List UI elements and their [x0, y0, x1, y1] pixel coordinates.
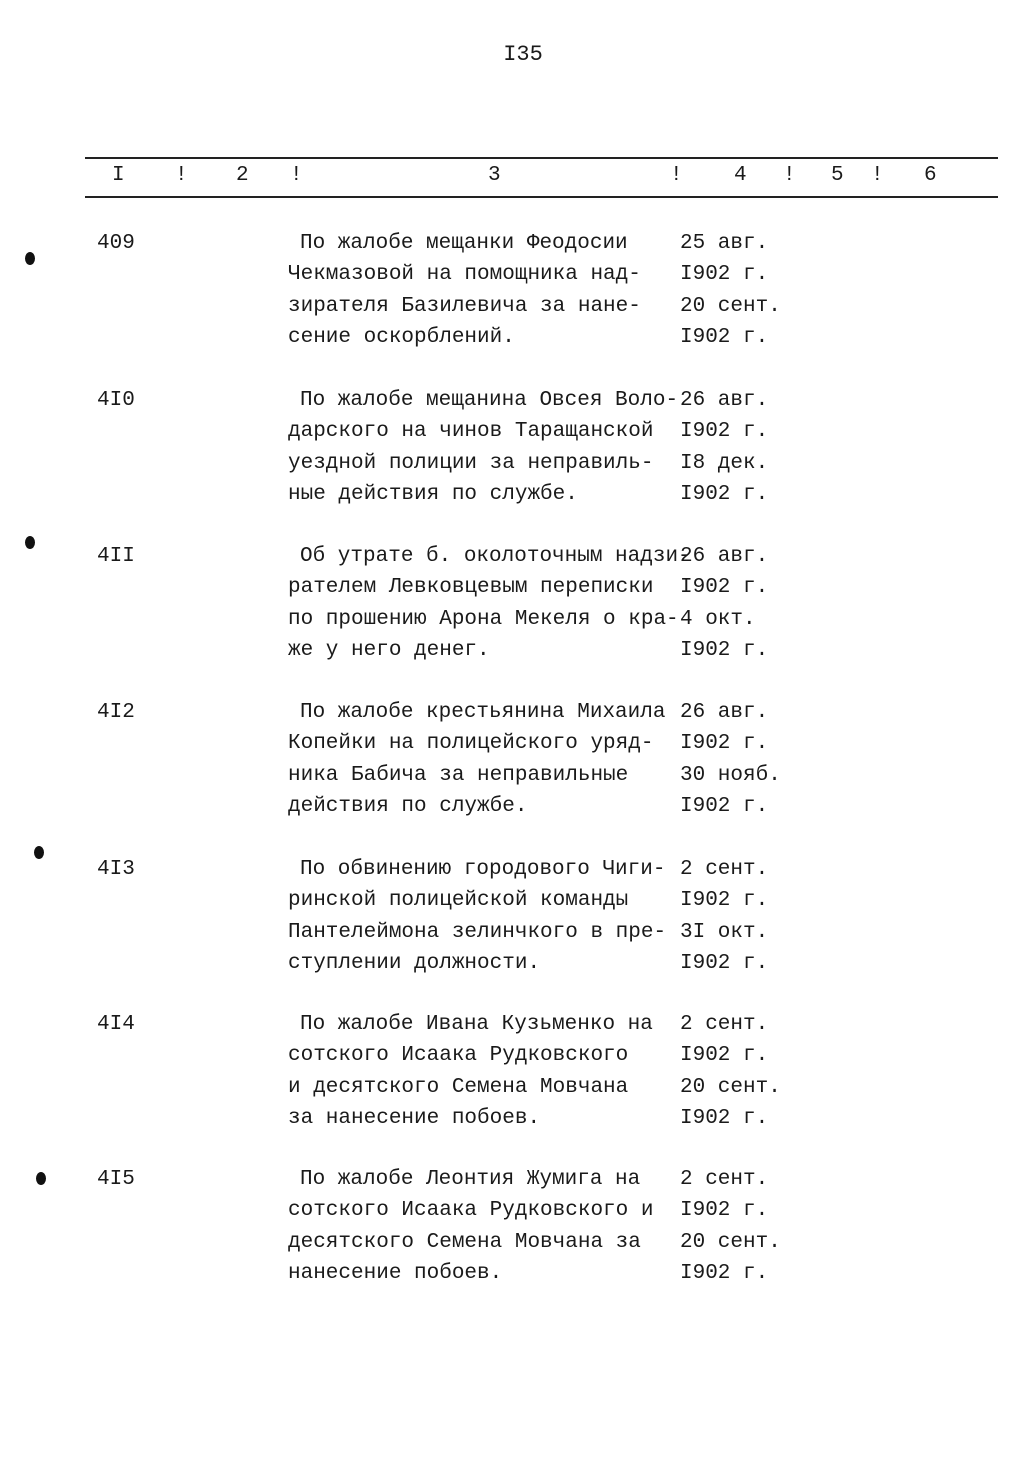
- entry-date: I902 г.: [680, 420, 769, 444]
- column-4-header: 4: [734, 164, 747, 187]
- entry-description-line: По обвинению городового Чиги-: [300, 858, 666, 881]
- column-separator: !: [871, 164, 884, 187]
- list-item: [0, 1168, 1024, 1298]
- entry-date: 26 авг.: [680, 701, 769, 724]
- entry-date: I902 г.: [680, 732, 769, 756]
- entry-date: I902 г.: [680, 1044, 769, 1068]
- entry-description-line: сение оскорблений.: [288, 325, 515, 349]
- entry-date: I902 г.: [680, 576, 769, 600]
- entry-description-line: и десятского Семена Мовчана: [288, 1075, 629, 1099]
- entry-date: 2 сент.: [680, 1168, 769, 1191]
- table-header-rule: [85, 196, 998, 198]
- entry-description-line: Копейки на полицейского уряд-: [288, 732, 654, 756]
- entry-description-line: По жалобе крестьянина Михаила: [300, 701, 666, 724]
- punch-hole-mark: [34, 846, 44, 859]
- list-item: [0, 545, 1024, 675]
- entry-description-line: ника Бабича за неправильные: [288, 763, 629, 787]
- list-item: [0, 389, 1024, 519]
- entry-date: I902 г.: [680, 951, 769, 975]
- entry-number: 409: [97, 232, 135, 255]
- column-6-header: 6: [924, 164, 937, 187]
- entry-description-line: зирателя Базилевича за нане-: [288, 294, 641, 318]
- entry-date: I902 г.: [680, 325, 769, 349]
- entry-date: I902 г.: [680, 263, 769, 287]
- punch-hole-mark: [36, 1172, 46, 1185]
- entry-number: 4I5: [97, 1168, 135, 1191]
- column-1-header: I: [112, 164, 125, 187]
- entry-date: 2 сент.: [680, 858, 769, 881]
- entry-description-line: Чекмазовой на помощника над-: [288, 263, 641, 287]
- page-number: I35: [503, 42, 543, 67]
- entry-description-line: По жалобе мещанки Феодосии: [300, 232, 628, 255]
- entry-date: 30 нояб.: [680, 763, 781, 787]
- entry-description-line: По жалобе Леонтия Жумига на: [300, 1168, 641, 1191]
- entry-description-line: дарского на чинов Таращанской: [288, 420, 654, 444]
- entry-date: I902 г.: [680, 482, 769, 506]
- entry-description-line: по прошению Арона Мекеля о кра-: [288, 607, 679, 631]
- entry-date: 26 авг.: [680, 389, 769, 412]
- entry-description-line: действия по службе.: [288, 794, 528, 818]
- entry-description-line: Пантелеймона зелинчкого в пре-: [288, 920, 667, 944]
- list-item: [0, 1013, 1024, 1143]
- entry-date: I902 г.: [680, 638, 769, 662]
- entry-description-line: Об утрате б. околоточным надзи-: [300, 545, 691, 568]
- entry-description-line: сотского Исаака Рудковского и: [288, 1199, 654, 1223]
- entry-description-line: ступлении должности.: [288, 951, 541, 975]
- entry-date: 3I окт.: [680, 920, 769, 944]
- list-item: [0, 232, 1024, 362]
- entry-description-line: сотского Исаака Рудковского: [288, 1044, 629, 1068]
- entry-date: 25 авг.: [680, 232, 769, 255]
- entry-description-line: уездной полиции за неправиль-: [288, 451, 654, 475]
- column-3-header: 3: [488, 164, 501, 187]
- punch-hole-mark: [25, 252, 35, 265]
- entry-date: I8 дек.: [680, 451, 769, 475]
- entry-description-line: же у него денег.: [288, 638, 490, 662]
- column-2-header: 2: [236, 164, 249, 187]
- column-5-header: 5: [831, 164, 844, 187]
- entry-date: 2 сент.: [680, 1013, 769, 1036]
- column-separator: !: [783, 164, 796, 187]
- entry-number: 4I3: [97, 858, 135, 881]
- entry-date: 26 авг.: [680, 545, 769, 568]
- entry-description-line: ринской полицейской команды: [288, 889, 629, 913]
- entry-number: 4I4: [97, 1013, 135, 1036]
- entry-description-line: десятского Семена Мовчана за: [288, 1230, 641, 1254]
- entry-description-line: за нанесение побоев.: [288, 1106, 541, 1130]
- column-separator: !: [290, 164, 303, 187]
- entry-description-line: рателем Левковцевым переписки: [288, 576, 654, 600]
- entry-date: I902 г.: [680, 1261, 769, 1285]
- table-top-rule: [85, 157, 998, 159]
- column-separator: !: [670, 164, 683, 187]
- entry-number: 4I2: [97, 701, 135, 724]
- entry-date: I902 г.: [680, 1106, 769, 1130]
- entry-date: 20 сент.: [680, 1075, 781, 1099]
- entry-date: 4 окт.: [680, 607, 756, 631]
- list-item: [0, 701, 1024, 831]
- entry-description-line: ные действия по службе.: [288, 482, 578, 506]
- column-separator: !: [175, 164, 188, 187]
- punch-hole-mark: [25, 536, 35, 549]
- entry-date: I902 г.: [680, 889, 769, 913]
- list-item: [0, 858, 1024, 988]
- entry-description-line: По жалобе мещанина Овсея Воло-: [300, 389, 679, 412]
- entry-date: I902 г.: [680, 1199, 769, 1223]
- entry-number: 4II: [97, 545, 135, 568]
- entry-number: 4I0: [97, 389, 135, 412]
- entry-date: I902 г.: [680, 794, 769, 818]
- entry-description-line: По жалобе Ивана Кузьменко на: [300, 1013, 653, 1036]
- entry-description-line: нанесение побоев.: [288, 1261, 503, 1285]
- entry-date: 20 сент.: [680, 1230, 781, 1254]
- entry-date: 20 сент.: [680, 294, 781, 318]
